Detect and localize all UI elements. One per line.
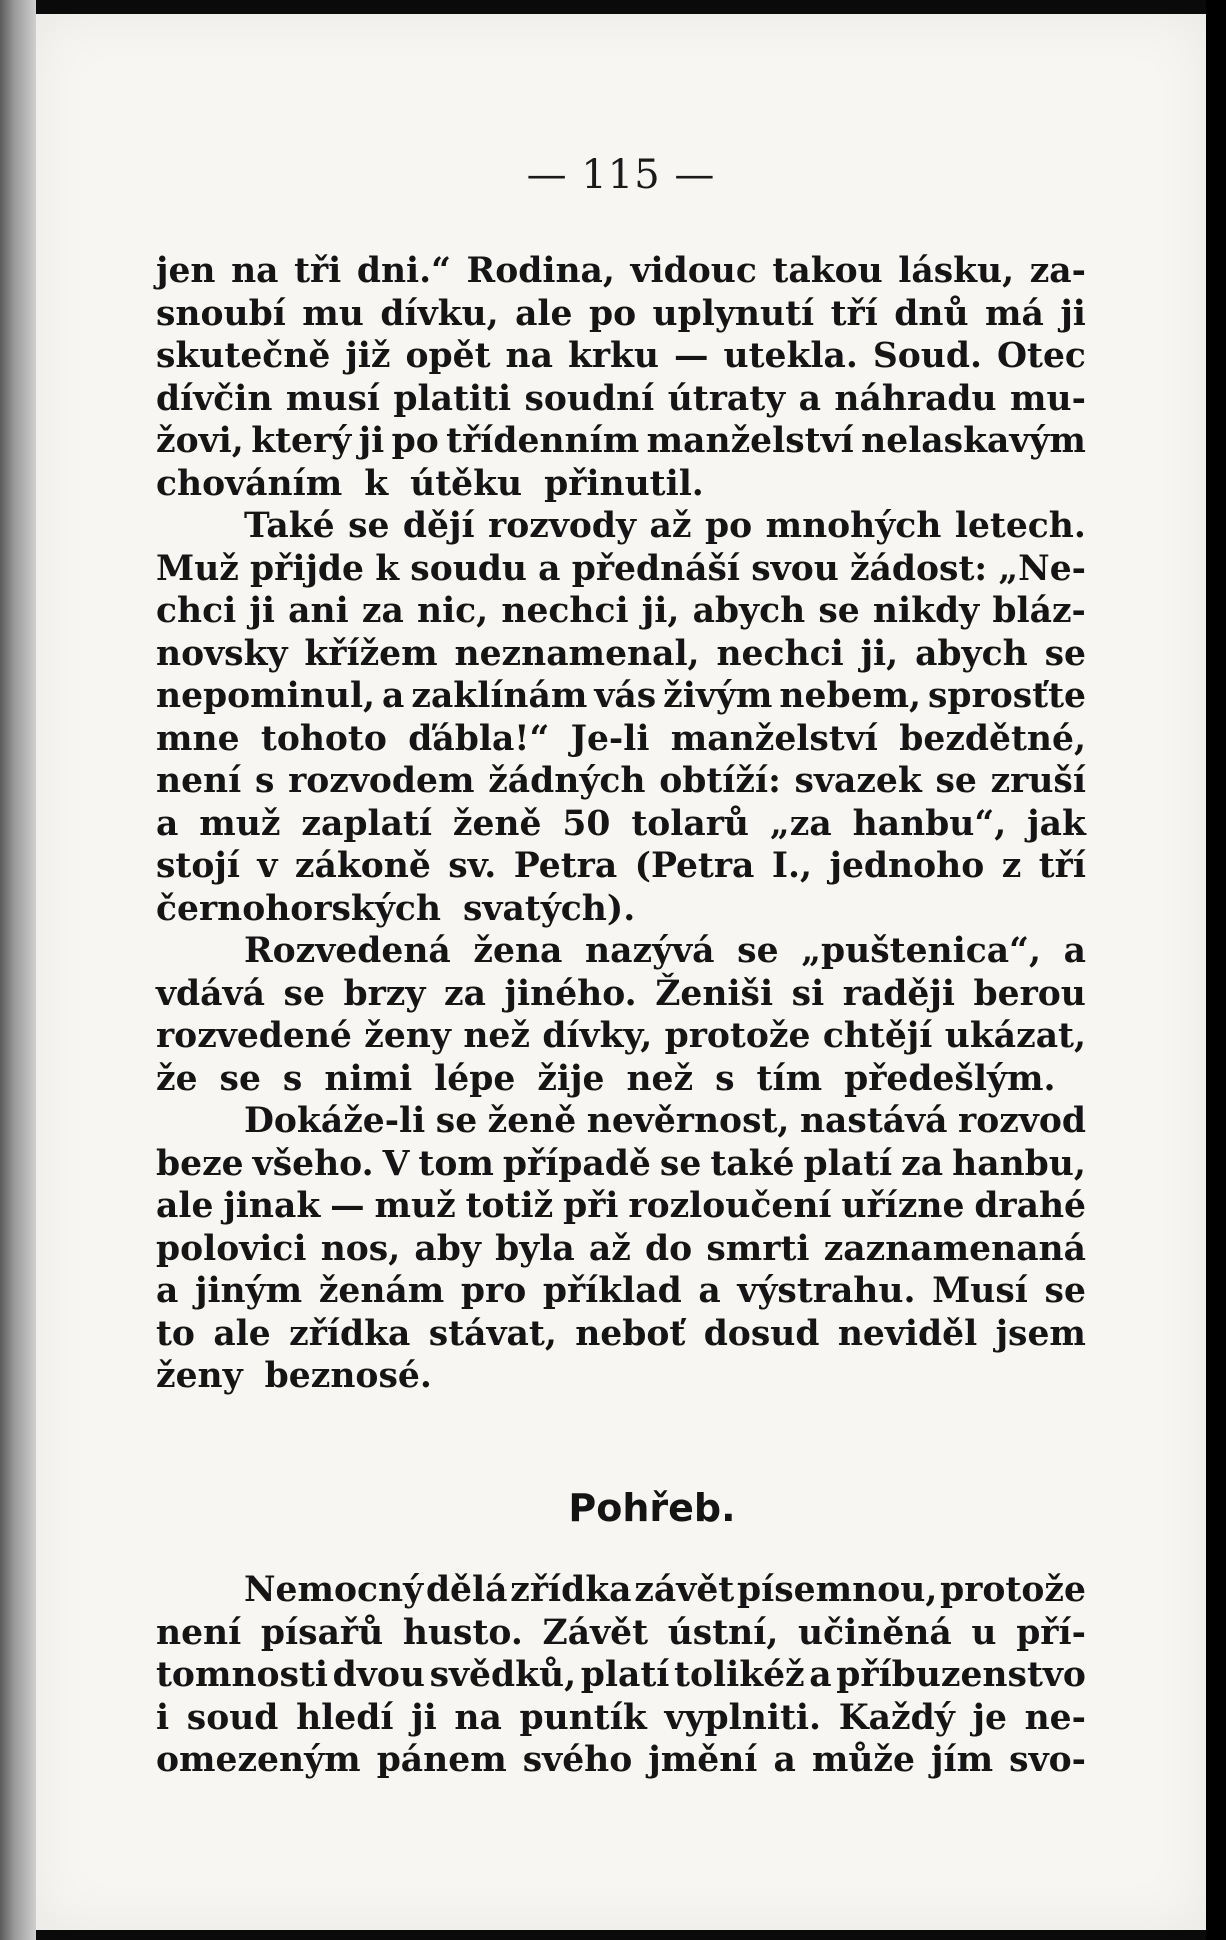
text-line: stojí v zákoně sv. Petra (Petra I., jednoho z tří [156, 846, 1086, 886]
text-line: černohorských svatých). [156, 888, 636, 929]
text-line: že se s nimi lépe žije než s tím předešlým. [156, 1058, 1056, 1099]
text-line: rozvedené ženy než dívky, protože chtějí ukázat, [156, 1016, 1086, 1056]
text-line: chováním k útěku přinutil. [156, 463, 704, 504]
book-page [36, 14, 1206, 1930]
text-line: chci ji ani za nic, nechci ji, abych se nikdy bláz- [156, 591, 1086, 631]
text-line: Také se dějí rozvody až po mnohých letech. [244, 506, 1086, 546]
text-line: Dokáže-li se ženě nevěrnost, nastává rozvod [244, 1101, 1086, 1141]
text-line: tomnosti dvou svědků, platí tolikéž a příbuzenstvo [156, 1655, 1086, 1695]
text-line: polovici nos, aby byla až do smrti zaznamenaná [156, 1228, 1086, 1269]
text-line: Muž přijde k soudu a přednáší svou žádost: „Ne- [156, 548, 1086, 589]
text-line: jen na tři dni.“ Rodina, vidouc takou lásku, za- [156, 251, 1086, 291]
text-line: dívčin musí platiti soudní útraty a náhradu mu- [156, 378, 1086, 419]
text-line: a jiným ženám pro příklad a výstrahu. Musí se [156, 1271, 1086, 1311]
text-line: to ale zřídka stávat, neboť dosud neviděl jsem [156, 1313, 1086, 1354]
text-line: skutečně již opět na krku — utekla. Soud. Otec [156, 336, 1086, 376]
section-heading: Pohřeb. [568, 1486, 736, 1530]
text-line: ženy beznosé. [156, 1356, 432, 1396]
text-line: Nemocný dělá zřídka závět písemnou, protože [244, 1570, 1086, 1610]
page-number: — 115 — [526, 152, 716, 198]
text-line: omezeným pánem svého jmění a může jím svo- [156, 1740, 1086, 1780]
text-line: a muž zaplatí ženě 50 tolarů „za hanbu“, jak [156, 803, 1086, 844]
text-line: novsky křížem neznamenal, nechci ji, abych se [156, 633, 1086, 674]
text-line: vdává se brzy za jiného. Ženiši si raději berou [156, 973, 1086, 1014]
text-line: není písařů husto. Závět ústní, učiněná u pří- [156, 1612, 1086, 1653]
body-text-section-1 [156, 250, 1086, 1398]
text-line: mne tohoto ďábla!“ Je-li manželství bezdětné, [156, 718, 1086, 759]
text-line: není s rozvodem žádných obtíží: svazek se zruší [156, 761, 1086, 801]
text-line: Rozvedená žena nazývá se „puštenica“, a [244, 931, 1086, 971]
book-spine-edge [0, 0, 36, 1940]
text-line: snoubí mu dívku, ale po uplynutí tří dnů má ji [156, 293, 1086, 334]
text-line: ale jinak — muž totiž při rozloučení uřízne drahé [156, 1186, 1086, 1226]
scan-border [1206, 0, 1226, 1940]
body-text-section-2 [156, 1569, 1086, 1782]
text-line: nepominul, a zaklínám vás živým nebem, sprosťte [156, 676, 1086, 716]
text-line: beze všeho. V tom případě se také platí za hanbu, [156, 1143, 1086, 1184]
text-line: žovi, který ji po třídenním manželství nelaskavým [156, 421, 1086, 461]
text-line: i soud hledí ji na puntík vyplniti. Každý je ne- [156, 1697, 1086, 1738]
